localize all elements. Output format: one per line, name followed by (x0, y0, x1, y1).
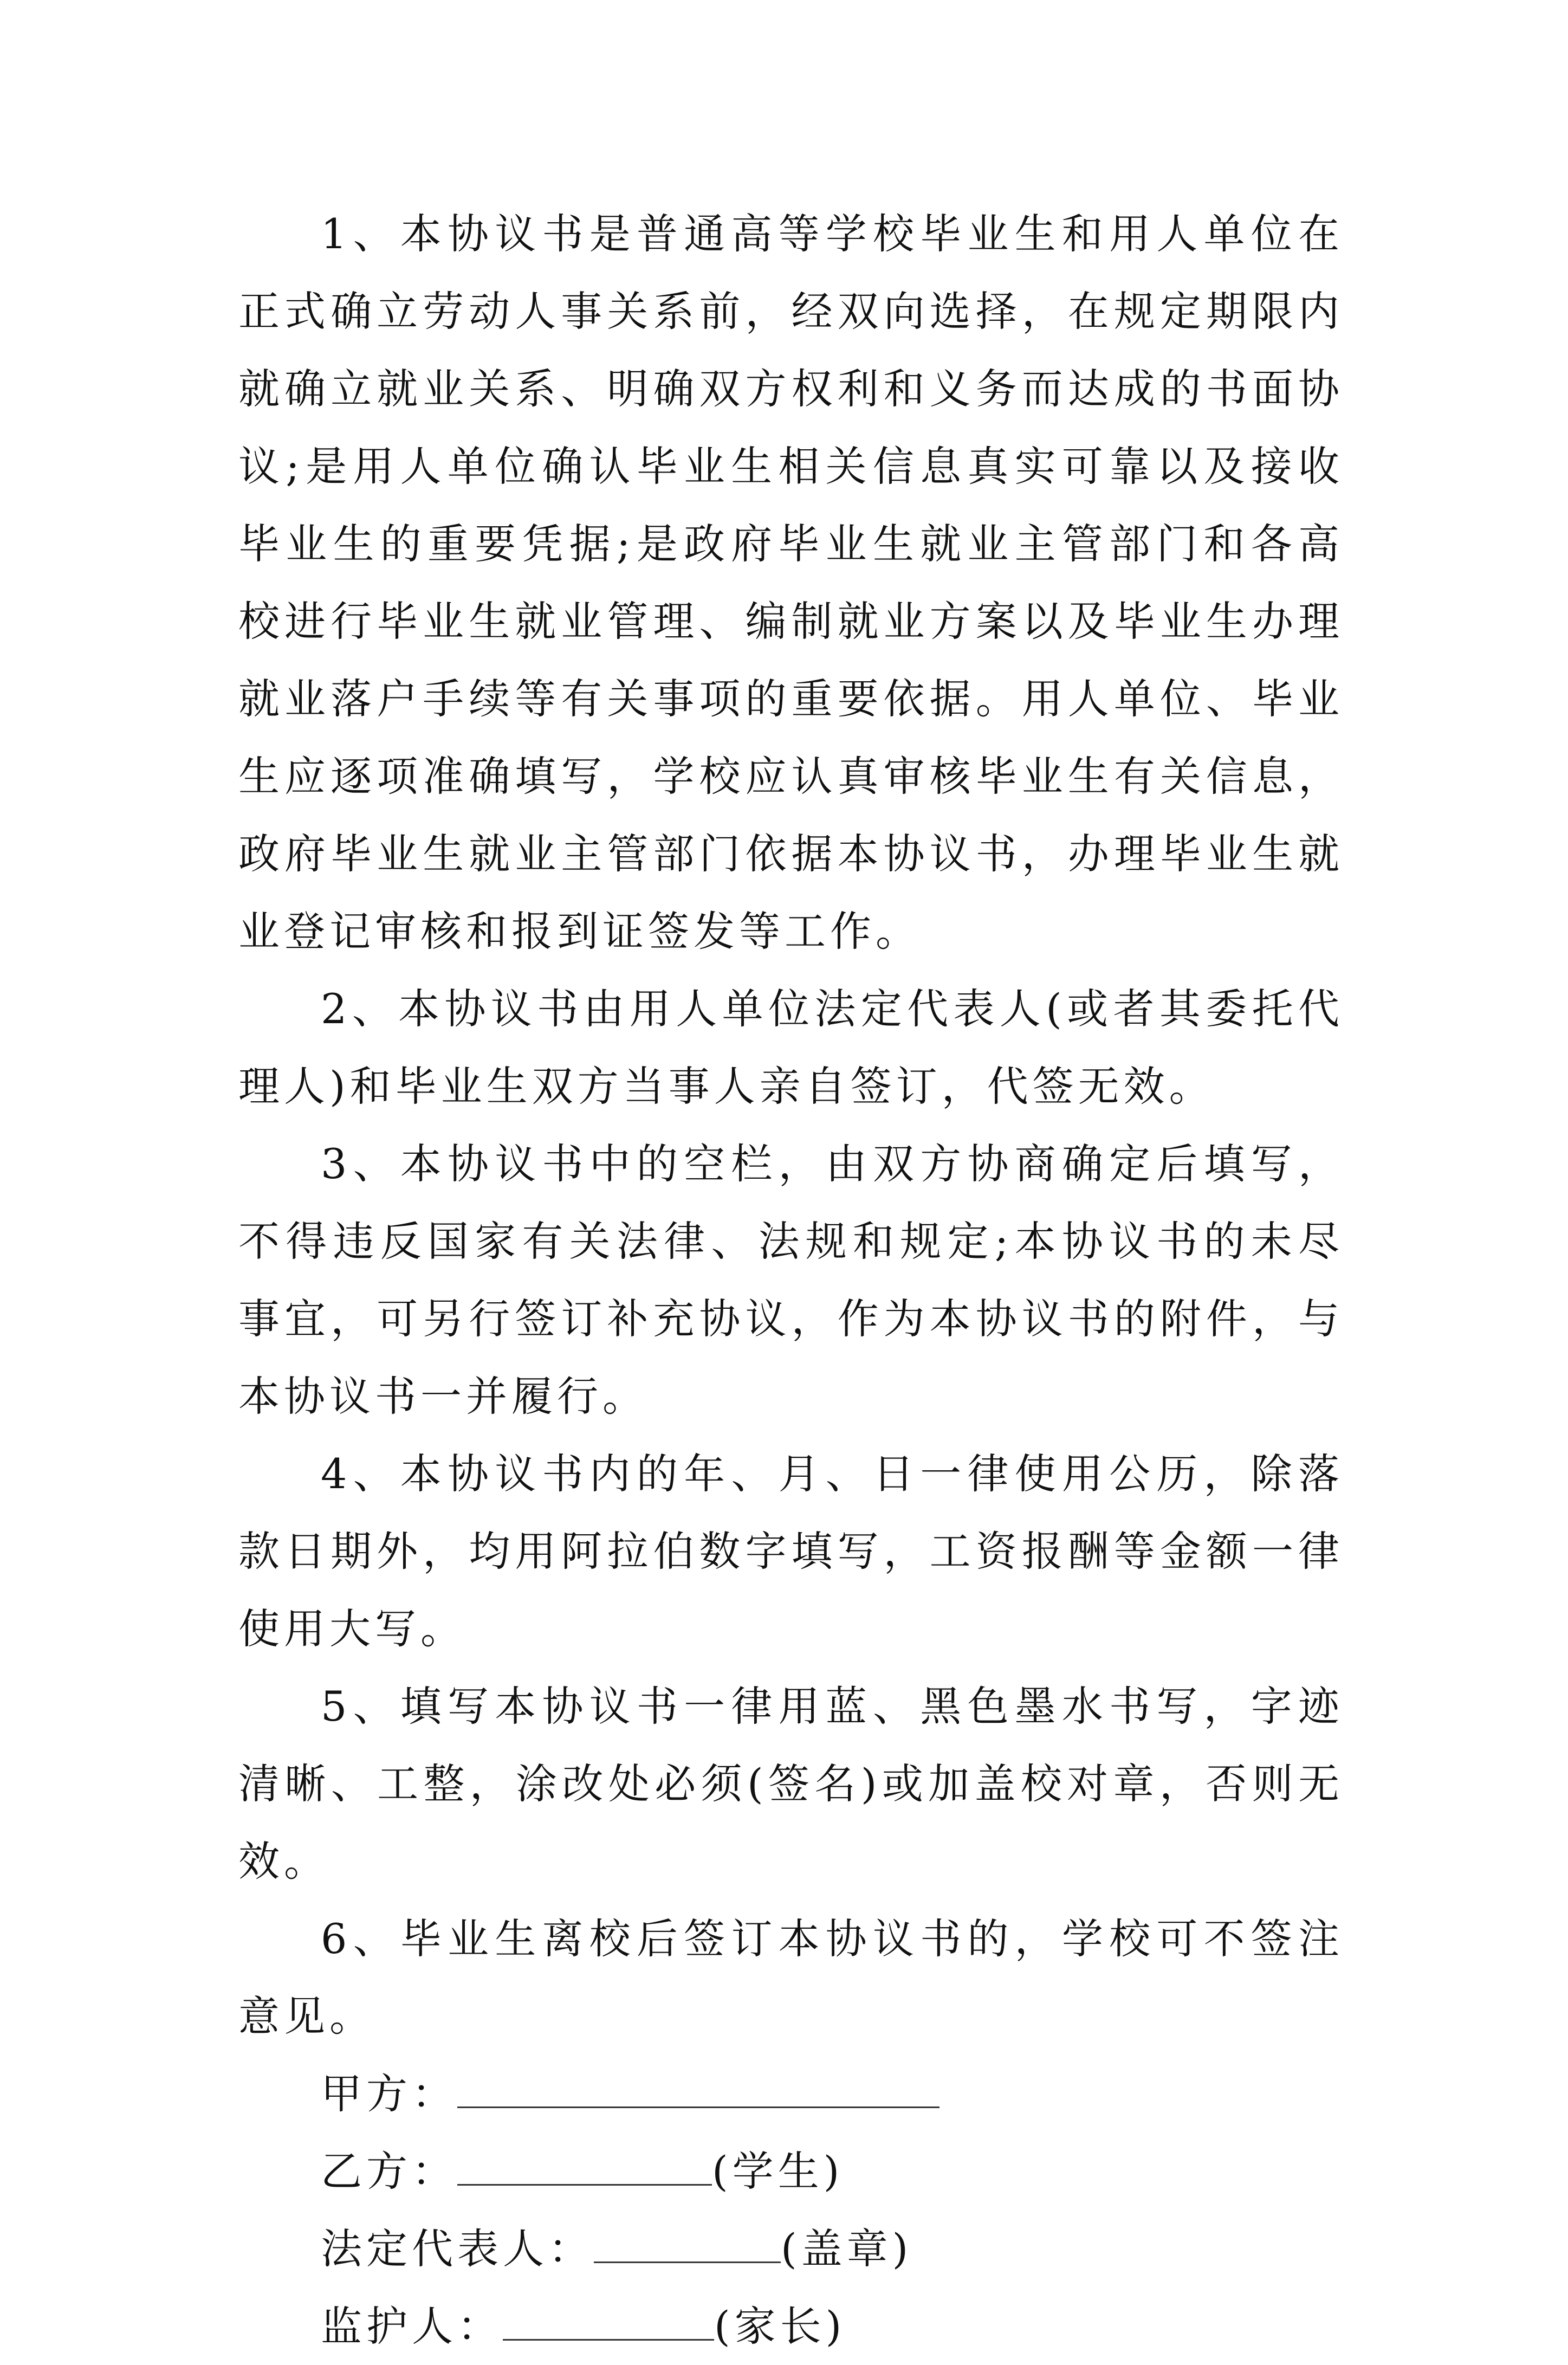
legal-rep-note: (盖章) (781, 2225, 913, 2273)
party-b-signature-line (238, 2133, 1344, 2210)
legal-rep-label: 法定代表人： (321, 2225, 594, 2273)
note-paragraph-2: 2、本协议书由用人单位法定代表人(或者其委托代理人)和毕业生双方当事人亲自签订，代签无效。 (238, 985, 1344, 1110)
guardian-note: (家长) (714, 2302, 846, 2350)
guardian-label: 监护人： (321, 2302, 503, 2350)
note-paragraph-4: 4、本协议书内的年、月、日一律使用公历，除落款日期外，均用阿拉伯数字填写，工资报酬等金额一律使用大写。 (238, 1450, 1344, 1653)
note-paragraph-1: 1、本协议书是普通高等学校毕业生和用人单位在正式确立劳动人事关系前，经双向选择，在规定期限内就确立就业关系、明确双方权利和义务而达成的书面协议;是用人单位确认毕业生相关信息真实可靠以及接收毕业生的重要凭据;是政府毕业生就业主管部门和各高校进行毕业生就业管理、编制就业方案以及毕业生办理就业落户手续等有关事项的重要依据。用人单位、毕业生应逐项准确填写，学校应认真审核毕业生有关信息，政府毕业生就业主管部门依据本协议书，办理毕业生就业登记审核和报到证签发等工作。 (238, 210, 1344, 955)
note-paragraph-5: 5、填写本协议书一律用蓝、黑色墨水书写，字迹清晰、工整，涂改处必须(签名)或加盖校对章，否则无效。 (238, 1682, 1344, 1885)
legal-rep-signature-line (238, 2210, 1344, 2288)
party-a-label: 甲方： (321, 2070, 457, 2118)
guardian-blank[interactable] (503, 2306, 714, 2341)
legal-rep-blank[interactable] (594, 2229, 781, 2263)
party-b-note: (学生) (712, 2147, 844, 2195)
note-paragraph-6: 6、毕业生离校后签订本协议书的，学校可不签注意见。 (238, 1915, 1344, 2040)
agreement-notes (238, 195, 1344, 2365)
party-b-blank[interactable] (457, 2151, 712, 2186)
party-a-blank[interactable] (457, 2074, 939, 2108)
party-a-signature-line (238, 2055, 1344, 2133)
note-paragraph-3: 3、本协议书中的空栏，由双方协商确定后填写，不得违反国家有关法律、法规和规定;本协议书的未尽事宜，可另行签订补充协议，作为本协议书的附件，与本协议书一并履行。 (238, 1140, 1344, 1420)
party-b-label: 乙方： (321, 2147, 457, 2195)
guardian-signature-line (238, 2288, 1344, 2365)
